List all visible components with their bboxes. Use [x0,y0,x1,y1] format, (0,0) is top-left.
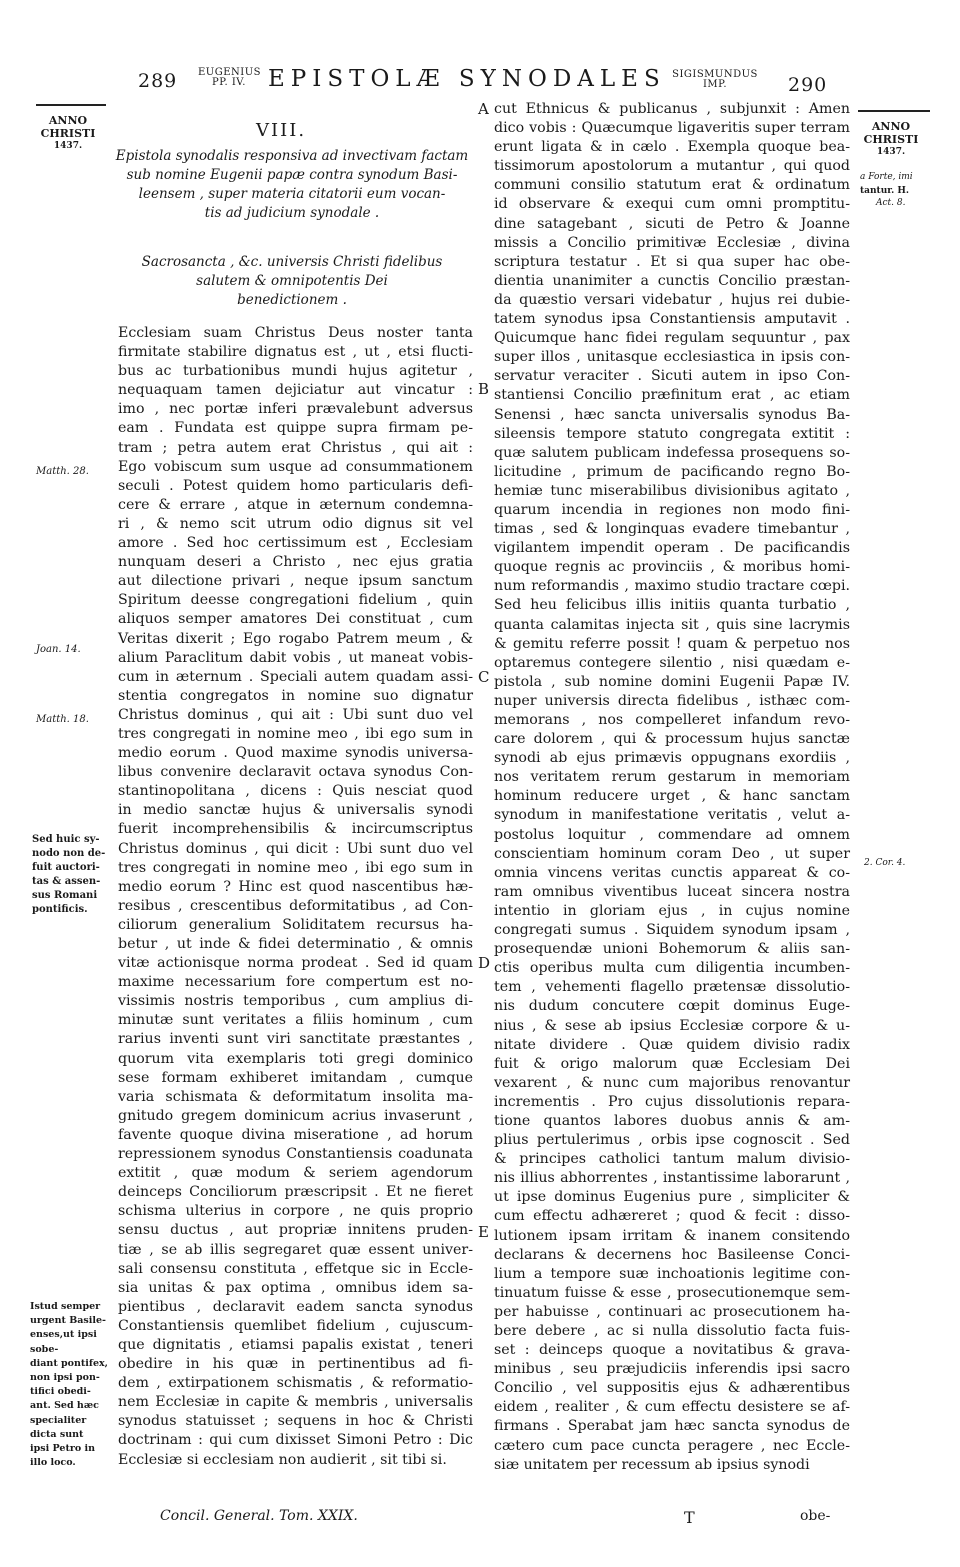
text-line: & gemitu referre possit ! quam & perpetuo nos [494,635,850,652]
margin-rule-right [858,110,930,112]
text-line: hominum reducere urget , & hanc sanctam [494,788,850,805]
text-line: lium a tempore suæ inchoationis legitime con- [494,1265,850,1282]
text-line: tione quantos labores duobus annis & am- [494,1112,850,1129]
text-line: hemiæ tunc miserabilibus divisionibus agitato , [494,482,850,499]
text-line: nis illius abhorrentes , instantissime laborarunt , [494,1170,850,1187]
text-line: dientia unanimiter a cunctis Concilio præstan- [494,272,850,289]
text-line: betur , ut inde & fidei determinatio , & omnis [118,936,473,952]
text-line: nius , & sese ab ipsius Ecclesiæ corpore & u- [494,1017,850,1034]
running-head-left-line2: PP. IV. [212,77,246,88]
text-line: da quæstio versari videbatur , hujus rei dubie- [494,291,850,308]
text-line: ciliorum generalium Soliditatem recursus ha- [118,916,473,933]
text-line: stantinopolitana , dicens : Quis nesciat quod [118,783,473,800]
text-line: tram ; petra autem erat Christus , qui ait : [118,439,473,456]
text-line: eam . Fundata est quippe supra firmam pe- [118,420,473,437]
text-line: quoque regnis ac provinciis , & moribus homi- [494,559,850,576]
section-mark-d: D [478,954,491,972]
text-line: Spiritum deesse congregationi fidelium , quin [118,592,473,609]
footer-volume: Concil. General. Tom. XXIX. [160,1508,358,1524]
text-line: maxime necessarium fore compertum est no- [118,974,473,991]
heading-line: Epistola synodalis responsiva ad invectivam factam [115,148,469,164]
text-line: per habuisse , continuari ac prosecutionem ha- [494,1303,850,1320]
text-line: libus convenire declaravit octava synodus Con- [118,764,473,781]
text-line: Ecclesiæ si ecclesiam non audierit , sit tibi si. [118,1451,447,1468]
margin-rule-left [36,104,106,106]
text-line: missis a Concilio primitivæ Ecclesiæ , divina [494,234,850,251]
text-line: erunt ligata & in cælo . Exempla quoque bea- [494,139,850,156]
anno-label: ANNO [871,120,911,133]
salutation [112,253,472,310]
section-mark-b: B [478,380,490,398]
epistle-heading [112,147,472,223]
text-line: sensu ductus , aut propriæ innitens pruden- [118,1222,473,1239]
text-line: varia schismata & deformitatum insolita ma- [118,1088,473,1105]
section-number: VIII. [256,120,307,141]
text-line: medio eorum . Quod maxime synodis universa- [118,745,473,762]
text-line: tiæ , se ab illis segregaret quæ essent univer- [118,1241,473,1258]
text-line: tatem synodus ipsa Constantiensis amputavit . [494,311,850,328]
text-line: deinceps Conciliorum præscripsit . Et ne fieret [118,1184,473,1201]
margin-note-line: tifici obedi- [30,1386,91,1398]
text-line: & principes catholici tantum malum divisio- [494,1151,850,1168]
margin-note-tantur: tantur. H. [860,186,910,196]
text-line: medio eorum ? Hinc est quod nascentibus hæ- [118,878,473,895]
margin-note-line: illo loco. [30,1457,76,1469]
margin-note-line: Istud semper [30,1301,101,1312]
text-line: plius pertulerimus , orbis ipse cognoscit . Sed [494,1132,850,1149]
text-line: incrementis . Pro cujus dissolutionis repara- [494,1093,850,1110]
text-line: quarum incendia in regiones non modo fini- [494,501,850,518]
text-line: ri , & nemo scit utrum odio dignus sit vel [118,515,473,532]
right-column-text [494,100,850,1475]
text-line: Veritas dixerit ; Ego rogabo Patrem meum , & [118,630,473,647]
text-line: firmans . Sperabat jam hæc sancta synodus de [494,1418,850,1435]
text-line: cut Ethnicus & publicanus , subjunxit : Amen [494,101,850,117]
text-line: Christus dominus , qui ait : Ubi sunt duo vel [118,706,473,723]
text-line: Ego vobiscum sum usque ad consummationem [118,458,473,475]
text-line: Senensi , hæc sancta universalis synodus Ba- [494,406,850,423]
text-line: sileensis tempore statuto congregata extitit : [494,425,850,442]
text-line: communi consilio statutum erat & ordinatum [494,177,850,194]
text-line: servatur veraciter . Sicuti autem in ipso Con- [494,368,850,385]
text-line: tres congregati in nomine meo , ibi ego sum in [118,725,473,742]
margin-note-line: tas & assen- [32,876,101,887]
text-line: repressionem synodus Constantiensis coadunata [118,1146,473,1163]
text-line: dico vobis : Quæcumque ligaveritis super terram [494,120,850,137]
text-line: que dignitatis , etiamsi papalis existat , teneri [118,1336,473,1353]
text-line: dine satagebant , sicuti de Petro & Joanne [494,215,850,232]
margin-note-line: Sed huic sy- [32,834,100,845]
text-line: lutionem ipsam irritam & inanem consitendo [494,1227,850,1244]
anno-year: 1437. [876,147,906,157]
christi-label: CHRISTI [40,127,96,140]
text-line: ram omnibus viventibus luceat sincera nostra [494,883,850,900]
text-line: sia unitas & pax optima , omnibus idem sa- [118,1279,473,1296]
text-line: tissimorum apostolorum a mutantur , qui quod [494,158,850,175]
text-line: eidem , realiter , & cum effectu desistere se af- [494,1399,850,1416]
text-line: care dolorem , qui & processum hujus sanctæ [494,731,850,748]
text-line: quæ salutem publicam indefessa prosequens so- [494,444,850,461]
text-line: scriptura testatur . Et si qua super hac obe- [494,253,850,270]
signature-mark: T [684,1508,695,1527]
text-line: Ecclesiam suam Christus Deus noster tanta [118,325,473,341]
text-line: alium Paraclitum dabit vobis , ut maneat vobis- [118,649,473,666]
text-line: nunquam deseri a Christo , nec ejus gratia [118,554,473,571]
text-line: minutæ sunt veritates a filiis hominum , cum [118,1012,473,1029]
text-line: quorum vita exemplaris toti gregi dominico [118,1050,473,1067]
text-line: optaremus contegere silentio , nisi quædam e- [494,654,850,671]
text-line: nos veritatem rerum gestarum in memoriam [494,769,850,786]
text-line: favente quoque divina miseratione , ad horum [118,1126,473,1143]
margin-note-line: pontificis. [32,904,88,915]
text-line: gnitudo gregem dominicum acrius invaserunt , [118,1107,473,1124]
margin-note-line: fuit auctori- [32,862,100,873]
text-line: amore . Sed hoc certissimum est , Ecclesiam [118,535,473,552]
text-line: cum effectu adhæreret ; quod & fecit : disso- [494,1208,850,1225]
text-line: set : deinceps quoque a novitatibus & grava- [494,1342,850,1359]
margin-note-istud [30,1300,120,1470]
text-line: synodi ab ejus primævis oppugnans exordiis , [494,750,850,767]
text-line: timas , sed & longinquas evadere timebantur , [494,521,850,538]
margin-note-line: urgent Basile- [30,1315,106,1327]
text-line: stantiensi Concilio præfinitum erat , ac etiam [494,387,850,404]
text-line: vexarent , & nunc cum majoribus renovantur [494,1074,850,1091]
margin-note-joan14: Joan. 14. [36,644,81,655]
text-line: quanta calamitas injecta sit , quis sine lacrymis [494,616,850,633]
text-line: siæ unitatem per recessum ab ipsius synodi [494,1456,810,1473]
catchword: obe- [800,1508,831,1524]
text-line: synodum in manifestatione veritatis , velut a- [494,807,850,824]
text-line: aut dilectione privari , neque ipsum sanctum [118,573,473,590]
text-line: tem , vehementi flagello prætensæ dissolutio- [494,979,850,996]
text-line: firmitate stabilire dignatus est , ut , etsi flucti- [118,344,473,361]
text-line: id observare & exequi cum omni promptitu- [494,196,850,213]
margin-note-line: nodo non de- [32,848,106,859]
anno-label: ANNO [48,114,88,127]
section-mark-c: C [478,668,490,686]
text-line: nem Ecclesiæ in capite & membris , universalis [118,1394,473,1411]
text-line: schisma ulterius in corpore , ne quis proprio [118,1203,473,1220]
text-line: doctrinam : qui cum dixisset Simoni Petro : Dic [118,1432,473,1449]
anno-christi-right [860,120,922,159]
text-line: num reformandis , maximo studio tractare cœpi. [494,578,850,595]
text-line: synodus statuisset ; sequens in hoc & Christi [118,1413,473,1430]
margin-note-line: diant pontifex, [30,1357,108,1369]
text-line: declarans & decernens hoc Basileense Conci- [494,1246,850,1263]
running-head-left-line1: EUGENIUS [198,67,261,78]
margin-note-cor4: 2. Cor. 4. [864,858,906,868]
text-line: cum in æternum . Speciali autem quadam assi- [118,668,473,685]
margin-note-matth18: Matth. 18. [36,714,89,725]
section-mark-a: A [478,100,489,118]
text-line: Sed heu felicibus illis initiis quanta turbatio , [494,597,850,614]
text-line: imo , nec portæ inferi prævalebunt adversus [118,401,473,418]
margin-note-act8: Act. 8. [876,198,906,208]
text-line: bere debere , ac si nulla dissolutio facta fuis- [494,1323,850,1339]
text-line: resibus , crescentibus deformitatibus , ad Con- [118,897,473,914]
text-line: conscientiam hominum coram Deo , ut super [494,845,850,862]
text-line: seculi . Potest quidem homo particularis defi- [118,477,473,494]
text-line: tres congregati in nomine meo , ibi ego sum in [118,859,473,876]
text-line: minibus , seu præjudiciis inferendis ipsi sacro [494,1361,850,1378]
text-line: omnia vincens veritas cunctis appareat & co- [494,864,850,881]
text-line: in medio sanctæ hujus & universalis synodi [118,802,473,819]
text-line: Concilio , vel suppositis ejus & adhærentibus [494,1380,850,1397]
text-line: extitit , quæ modum & seriem agendorum [118,1165,473,1182]
text-line: vigilantem impendit operam . De pacificandis [494,540,850,557]
text-line: super illos , unitasque ecclesiastica in ipsis con- [494,349,850,366]
page-title: EPISTOLÆ SYNODALES [268,66,666,92]
margin-note-line: dicta sunt [30,1428,84,1440]
text-line: Quicumque hanc fidei regulam sequuntur , pax [494,330,850,347]
left-column-text [118,324,473,1470]
text-line: vitæ actionisque norma prodeat . Sed id quam [118,955,473,972]
text-line: ctis operibus multa cum diligentia incumben- [494,960,850,977]
text-line: intentio in gloriam ejus , in cujus nomine [494,902,850,919]
running-head-left [198,68,260,88]
margin-note-forte: a Forte, imi [860,172,913,182]
margin-note-line: ipsi Petro in [30,1443,96,1455]
running-head-right [660,70,770,90]
salutation-line: Sacrosancta , &c. universis Christi fidelibus [141,254,443,270]
text-line: Constantiensis quemlibet fidelium , cujuscum- [118,1317,473,1334]
heading-line: leensem , super materia citatorii eum vocan- [138,186,446,202]
text-line: fuerit incomprehensibilis & incircumscriptus [118,821,473,838]
text-line: sese formam exhiberet imitandam , cumque [118,1069,473,1086]
page-number-right: 290 [788,74,828,96]
salutation-line: salutem & omnipotentis Dei [196,273,388,289]
text-line: vissimis nostris temporibus , cum amplius di- [118,993,473,1010]
heading-line: tis ad judicium synodale . [204,205,380,221]
text-line: nis dudum concutere cœpit dominus Euge- [494,998,850,1015]
text-line: pistola , sub nomine domini Eugenii Papæ IV. [494,673,850,690]
text-line: cere & errare , atque in æternum condemna- [118,496,473,513]
margin-note-matth28: Matth. 28. [36,466,89,477]
margin-note-line: sus Romani [32,890,98,901]
margin-note-line: non ipsi pon- [30,1372,100,1384]
running-head-right-line2: IMP. [702,79,728,90]
text-line: tinuatum fuisse & esse , prosecutionemque sem- [494,1284,850,1301]
margin-note-line: enses,ut ipsi sobe- [30,1329,97,1355]
text-line: nequaquam tamen dejiciatur aut vincatur : [118,382,473,399]
text-line: congregati sumus . Siquidem synodum ipsam , [494,922,850,939]
text-line: cætero cum pace cuncta peragere , nec Eccle- [494,1437,850,1454]
text-line: pientibus , declaravit eadem sancta synodus [118,1298,473,1315]
margin-note-sed-huic [32,833,112,917]
text-line: postolus loquitur , commendare ad omnem [494,826,850,843]
text-line: aliquos semper amatores Dei constituat , cum [118,611,473,628]
text-line: Christus dominus , qui dicit : Ubi sunt duo vel [118,840,473,857]
text-line: nitate dividere . Quæ quidem divisio radix [494,1036,850,1053]
text-line: nuper universis directa fidelibus , isthæc com- [494,692,850,709]
page-number-left: 289 [138,70,178,92]
christi-label: CHRISTI [863,133,919,146]
anno-christi-left [38,114,98,153]
salutation-line: benedictionem . [237,292,347,308]
text-line: stentia congregatos in nomine suo dignatur [118,687,473,704]
text-line: ut ipse dominus Eugenius pure , simpliciter & [494,1189,850,1206]
text-line: rarius inventi sunt viri sanctitate præstantes , [118,1031,473,1048]
anno-year: 1437. [53,141,83,151]
text-line: sali consensu constituta , effetque sic in Eccle- [118,1260,473,1277]
text-line: licitudine , primum de pacificando regno Bo- [494,463,850,480]
section-mark-e: E [478,1223,489,1241]
heading-line: sub nomine Eugenii papæ contra synodum Basi- [126,167,458,183]
margin-note-line: ant. Sed hæc [30,1400,99,1412]
running-head-right-line1: SIGISMUNDUS [672,69,758,80]
margin-note-line: specialiter [30,1414,87,1426]
text-line: memorans , nos compelleret infandum revo- [494,712,850,728]
text-line: fuit & origo malorum quæ Ecclesiam Dei [494,1055,850,1072]
text-line: obedire in his quæ in pertinentibus ad fi- [118,1356,473,1373]
text-line: prosequendæ unioni Bohemorum & aliis san- [494,941,850,958]
text-line: dem , extirpationem schismatis , & reformatio- [118,1375,473,1392]
text-line: bus ac turbationibus mundi hujus agitetur , [118,363,473,380]
